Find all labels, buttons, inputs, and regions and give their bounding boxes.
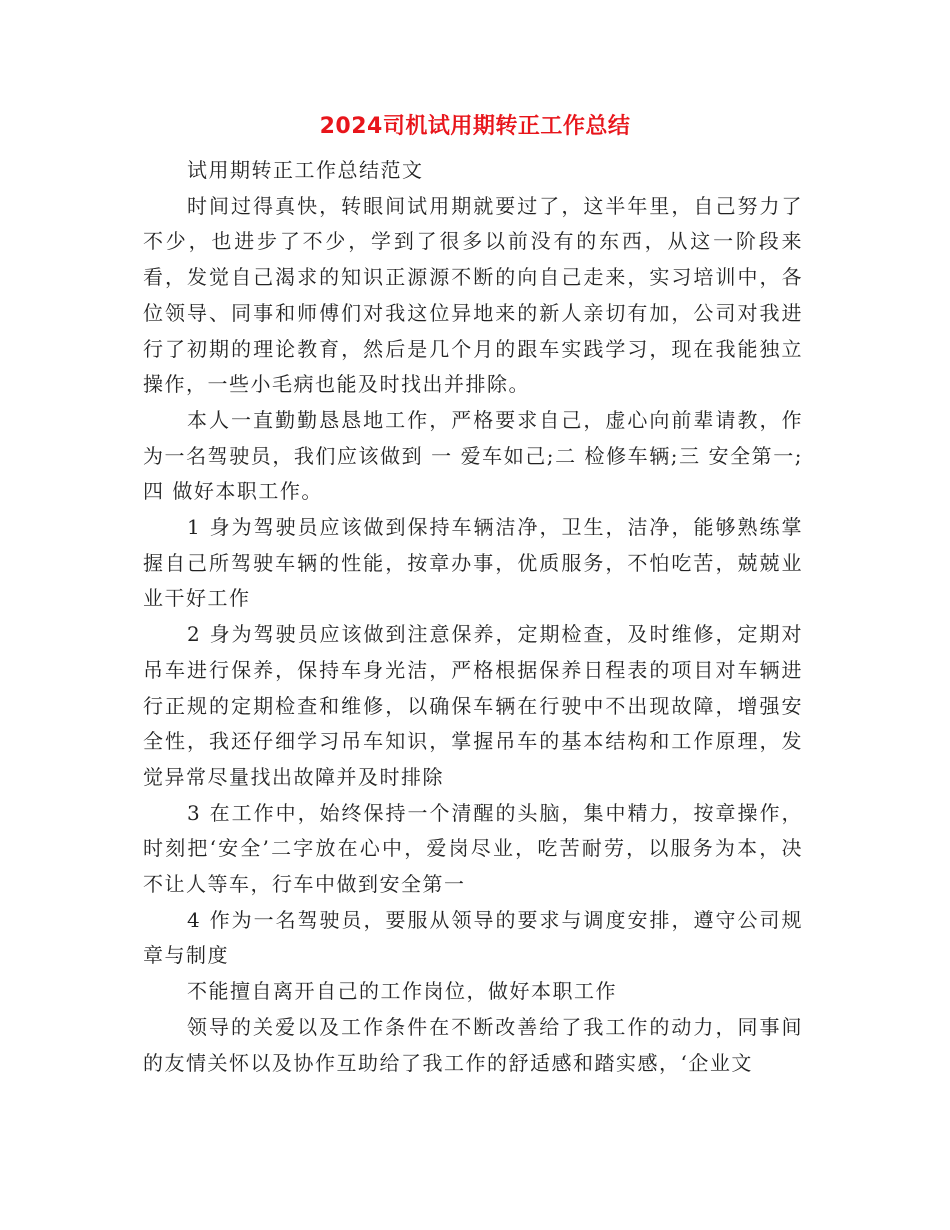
document-title: 2024司机试用期转正工作总结 bbox=[319, 114, 631, 139]
paragraph-item-1: 1 身为驾驶员应该做到保持车辆洁净，卫生，洁净，能够熟练掌握自己所驾驶车辆的性能，按章办事，优质服务，不怕吃苦，兢兢业业干好工作 bbox=[143, 515, 803, 611]
paragraph-item-3: 3 在工作中，始终保持一个清醒的头脑，集中精力，按章操作，时刻把‘安全’二字放在心中，爱岗尽业，吃苦耐劳，以服务为本，决不让人等车，行车中做到安全第一 bbox=[143, 800, 803, 897]
document-body bbox=[143, 153, 803, 1081]
paragraph-item-2: 2 身为驾驶员应该做到注意保养，定期检查，及时维修，定期对吊车进行保养，保持车身光洁，严格根据保养日程表的项目对车辆进行正规的定期检查和维修，以确保车辆在行驶中不出现故障，增强安全性，我还仔细学习吊车知识，掌握吊车的基本结构和工作原理，发觉异常尽量找出故障并及时排除 bbox=[143, 622, 803, 789]
paragraph-subtitle: 试用期转正工作总结范文 bbox=[187, 158, 424, 182]
paragraph-intro: 时间过得真快，转眼间试用期就要过了，这半年里，自己努力了不少，也进步了不少，学到了很多以前没有的东西，从这一阶段来看，发觉自己渴求的知识正源源不断的向自己走来，实习培训中，各位领导、同事和师傅们对我这位异地来的新人亲切有加，公司对我进行了初期的理论教育，然后是几个月的跟车实践学习，现在我能独立操作，一些小毛病也能及时找出并排除。 bbox=[143, 193, 803, 397]
paragraph-duties: 本人一直勤勤恳恳地工作，严格要求自己，虚心向前辈请教，作为一名驾驶员，我们应该做到 一 爱车如己;二 检修车辆;三 安全第一;四 做好本职工作。 bbox=[143, 407, 803, 504]
paragraph-closing: 领导的关爱以及工作条件在不断改善给了我工作的动力，同事间的友情关怀以及协作互助给了我工作的舒适感和踏实感，‘企业文 bbox=[143, 1014, 803, 1075]
paragraph-post: 不能擅自离开自己的工作岗位，做好本职工作 bbox=[187, 979, 617, 1004]
paragraph-item-4: 4 作为一名驾驶员，要服从领导的要求与调度安排，遵守公司规章与制度 bbox=[143, 907, 803, 968]
